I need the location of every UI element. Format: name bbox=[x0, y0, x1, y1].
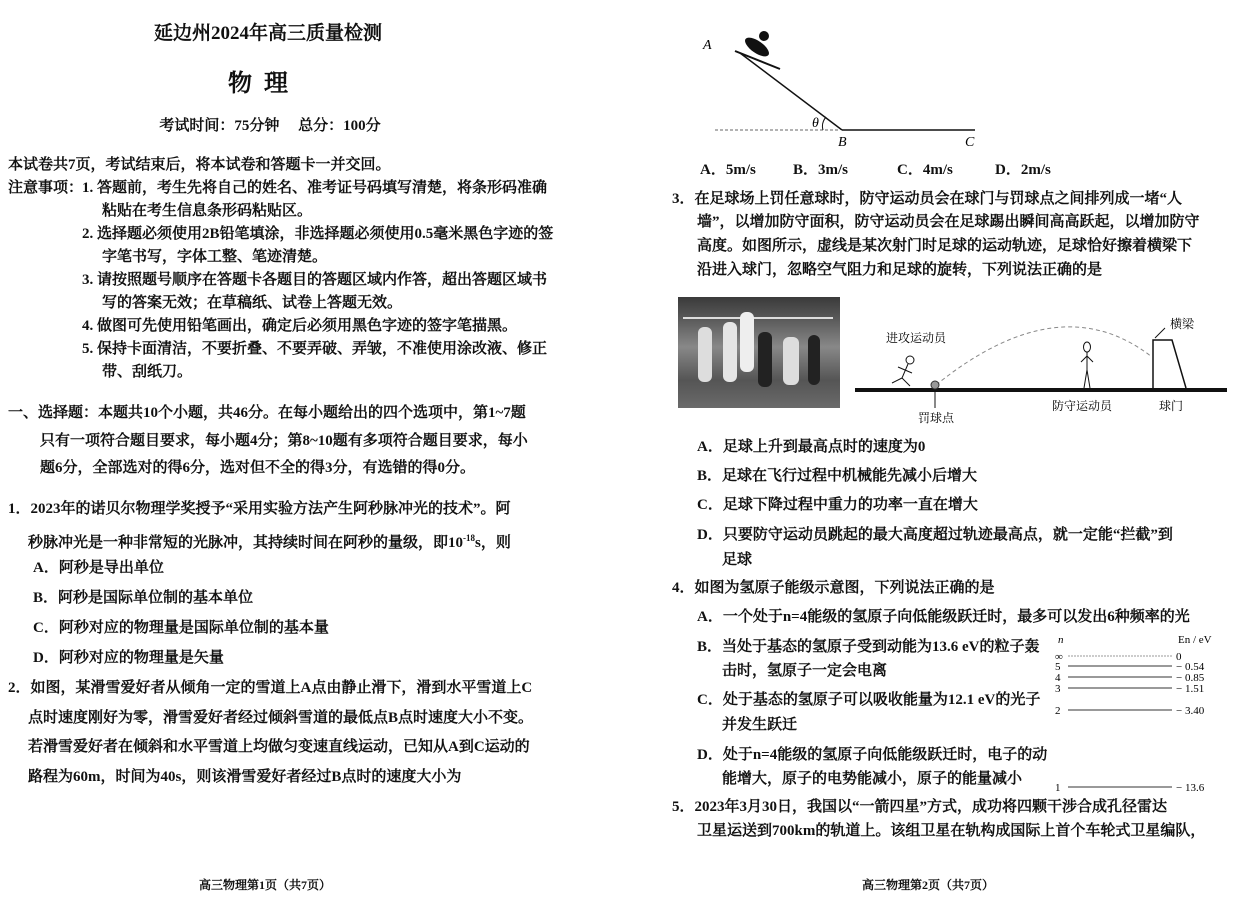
notice-5: 5. 保持卡面清洁，不要折叠、不要弄破、弄皱，不准使用涂改液、修正 bbox=[82, 341, 548, 357]
q3-option-c: C．足球下降过程中重力的功率一直在增大 bbox=[697, 497, 978, 513]
q3-stem-cont: 高度。如图所示，虚线是某次射门时足球的运动轨迹，足球恰好擦着横梁下 bbox=[697, 238, 1193, 254]
ball-trajectory bbox=[936, 327, 1152, 385]
q2-option-d: D．2m/s bbox=[995, 162, 1051, 178]
ball-icon bbox=[931, 381, 939, 389]
level-n-label: 5 bbox=[1055, 661, 1061, 673]
q3-stem: 3．在足球场上罚任意球时，防守运动员会在球门与罚球点之间排列成一堵“人 bbox=[672, 191, 1183, 207]
level-energy-label: − 3.40 bbox=[1176, 705, 1205, 717]
level-n-label: 3 bbox=[1055, 683, 1061, 695]
q2-option-c: C．4m/s bbox=[897, 162, 953, 178]
q2-stem-cont: 点时速度刚好为零，滑雪爱好者经过倾斜雪道的最低点B点时速度大小不变。 bbox=[28, 710, 534, 726]
level-n-label: 2 bbox=[1055, 705, 1061, 717]
level-n-label: 4 bbox=[1055, 672, 1061, 684]
q3-option-a: A．足球上升到最高点时的速度为0 bbox=[697, 439, 926, 455]
level-n-label: 1 bbox=[1055, 782, 1061, 794]
notice-5-cont: 带、刮纸刀。 bbox=[102, 364, 193, 380]
page-footer: 高三物理第1页（共7页） bbox=[198, 878, 332, 892]
q3-stem-cont: 墙”，以增加防守面积，防守运动员会在足球踢出瞬间高高跃起，以增加防守 bbox=[697, 214, 1200, 230]
q2-stem: 2．如图，某滑雪爱好者从倾角一定的雪道上A点由静止滑下，滑到水平雪道上C bbox=[8, 680, 533, 696]
attacker-label: 进攻运动员 bbox=[886, 331, 947, 345]
exam-title: 延边州2024年高三质量检测 bbox=[153, 23, 383, 44]
q4-option-b: B．当处于基态的氢原子受到动能为13.6 eV的粒子轰 bbox=[697, 639, 1040, 655]
notice-1-cont: 粘贴在考生信息条形码粘贴区。 bbox=[102, 203, 313, 219]
level-energy-label: − 0.85 bbox=[1176, 672, 1205, 684]
hydrogen-energy-level-diagram bbox=[1050, 632, 1230, 797]
level-energy-label: − 1.51 bbox=[1176, 683, 1205, 695]
defender-figure bbox=[1081, 342, 1093, 388]
q1-option-d: D．阿秒对应的物理量是矢量 bbox=[33, 650, 224, 666]
q3-option-d: D．只要防守运动员跳起的最大高度超过轨迹最高点，就一定能“拦截”到 bbox=[697, 527, 1173, 543]
q5-stem-cont: 卫星运送到700km的轨道上。该组卫星在轨构成国际上首个车轮式卫星编队， bbox=[697, 823, 1206, 839]
intro-text: 本试卷共7页，考试结束后，将本试卷和答题卡一并交回。 bbox=[8, 157, 391, 173]
slope-line bbox=[740, 53, 842, 130]
level-energy-label: − 13.6 bbox=[1176, 782, 1205, 794]
notice-3: 3. 请按照题号顺序在答题卡各题目的答题区域内作答，超出答题区域书 bbox=[82, 272, 548, 288]
soccer-wall-photo bbox=[678, 297, 840, 408]
notice-3-cont: 写的答案无效；在草稿纸、试卷上答题无效。 bbox=[102, 295, 403, 311]
energy-axis-label: En / eV bbox=[1178, 634, 1212, 646]
free-kick-diagram bbox=[850, 300, 1230, 430]
ski-slope-diagram bbox=[695, 25, 995, 150]
q4-option-a: A．一个处于n=4能级的氢原子向低能级跃迁时，最多可以发出6种频率的光 bbox=[697, 609, 1190, 625]
level-energy-label: 0 bbox=[1176, 651, 1182, 663]
point-c-label: C bbox=[965, 135, 975, 150]
section-heading-cont: 题6分，全部选对的得6分，选对但不全的得3分，有选错的得0分。 bbox=[40, 460, 476, 476]
penalty-spot-label: 罚球点 bbox=[918, 411, 955, 425]
q4-option-b-cont: 击时，氢原子一定会电离 bbox=[722, 663, 888, 679]
level-energy-label: − 0.54 bbox=[1176, 661, 1205, 673]
skier-icon bbox=[735, 31, 780, 69]
theta-label: θ bbox=[812, 116, 819, 131]
q4-option-c: C．处于基态的氢原子可以吸收能量为12.1 eV的光子 bbox=[697, 692, 1041, 708]
q4-option-d-cont: 能增大，原子的电势能减小，原子的能量减小 bbox=[722, 771, 1023, 787]
q1-option-a: A．阿秒是导出单位 bbox=[33, 560, 164, 576]
q1-option-b: B．阿秒是国际单位制的基本单位 bbox=[33, 590, 254, 606]
crossbar-label: 横梁 bbox=[1170, 317, 1195, 331]
notice-4: 4. 做图可先使用铅笔画出，确定后必须用黑色字迹的签字笔描黑。 bbox=[82, 318, 518, 334]
defender-label: 防守运动员 bbox=[1052, 399, 1113, 413]
q5-stem: 5．2023年3月30日，我国以“一箭四星”方式，成功将四颗干涉合成孔径雷达 bbox=[672, 799, 1168, 815]
point-a-label: A bbox=[703, 38, 712, 53]
notice-1: 1. 答题前，考生先将自己的姓名、准考证号码填写清楚，将条形码准确 bbox=[82, 180, 548, 196]
q3-option-d-cont: 足球 bbox=[722, 552, 753, 568]
q4-option-d: D．处于n=4能级的氢原子向低能级跃迁时，电子的动 bbox=[697, 747, 1048, 763]
level-n-label: ∞ bbox=[1055, 651, 1063, 663]
notice-2-cont: 字笔书写，字体工整、笔迹清楚。 bbox=[102, 249, 328, 265]
notice-label: 注意事项： bbox=[8, 180, 84, 196]
goal-frame bbox=[1153, 340, 1186, 388]
goal-label: 球门 bbox=[1159, 399, 1184, 413]
q4-option-c-cont: 并发生跃迁 bbox=[722, 717, 798, 733]
q2-stem-cont: 若滑雪爱好者在倾斜和水平雪道上均做匀变速直线运动，已知从A到C运动的 bbox=[28, 739, 530, 755]
q2-stem-cont: 路程为60m，时间为40s，则该滑雪爱好者经过B点时的速度大小为 bbox=[28, 769, 462, 785]
q2-option-b: B．3m/s bbox=[793, 162, 849, 178]
q1-stem: 1．2023年的诺贝尔物理学奖授予“采用实验方法产生阿秒脉冲光的技术”。阿 bbox=[8, 501, 511, 517]
section-heading: 一、选择题：本题共10个小题，共46分。在每小题给出的四个选项中，第1~7题 bbox=[8, 405, 526, 421]
attacker-figure bbox=[892, 356, 914, 386]
q1-stem-cont: 秒脉冲光是一种非常短的光脉冲，其持续时间在阿秒的量级，即$10^{-18}s$，则 bbox=[28, 533, 511, 551]
q2-option-a: A．5m/s bbox=[700, 162, 756, 178]
crossbar-arrow bbox=[1155, 328, 1165, 338]
notice-2: 2. 选择题必须使用2B铅笔填涂，非选择题必须使用0.5毫米黑色字迹的签 bbox=[82, 226, 554, 242]
angle-arc bbox=[822, 117, 826, 130]
point-b-label: B bbox=[838, 135, 847, 150]
q1-option-c: C．阿秒对应的物理量是国际单位制的基本量 bbox=[33, 620, 329, 636]
q3-stem-cont: 沿进入球门，忽略空气阻力和足球的旋转，下列说法正确的是 bbox=[697, 262, 1103, 278]
exam-info: 考试时间：75分钟 总分：100分 bbox=[159, 118, 381, 134]
section-heading-cont: 只有一项符合题目要求，每小题4分；第8~10题有多项符合题目要求，每小 bbox=[40, 433, 528, 449]
q3-option-b: B．足球在飞行过程中机械能先减小后增大 bbox=[697, 468, 978, 484]
subject-title: 物 理 bbox=[228, 71, 288, 97]
page-footer: 高三物理第2页（共7页） bbox=[861, 878, 995, 892]
q4-stem: 4．如图为氢原子能级示意图，下列说法正确的是 bbox=[672, 580, 995, 596]
n-axis-label: n bbox=[1058, 634, 1064, 646]
